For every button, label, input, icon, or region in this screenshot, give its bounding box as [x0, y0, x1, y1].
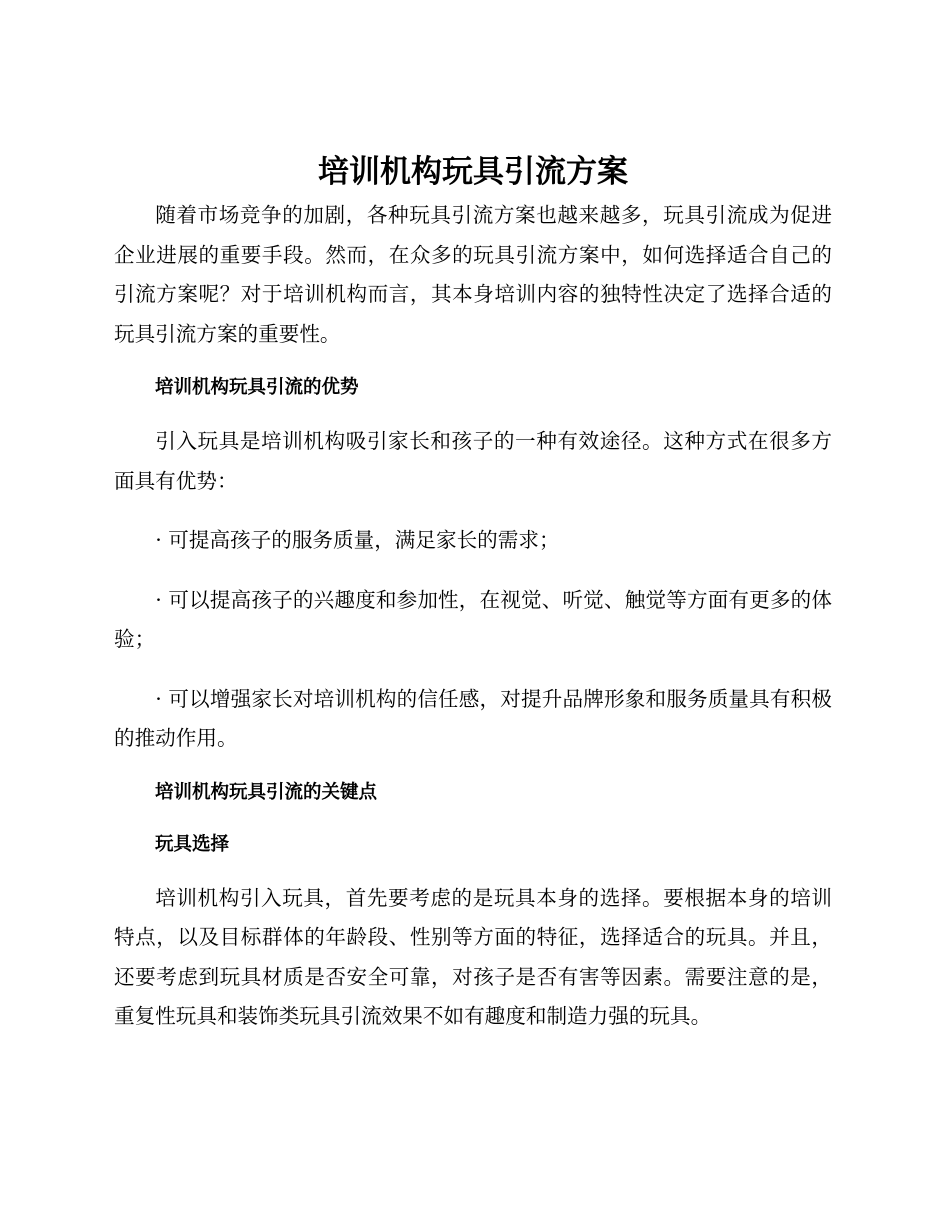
spacer	[114, 859, 832, 879]
intro-paragraph: 随着市场竞争的加剧，各种玩具引流方案也越来越多，玩具引流成为促进企业进展的重要手段。然而，在众多的玩具引流方案中，如何选择适合自己的引流方案呢？对于培训机构而言，其本身培训内容的独特性决定了选择合适的玩具引流方案的重要性。	[114, 203, 832, 346]
bullet-item: · 可以提高孩子的兴趣度和参加性，在视觉、听觉、触觉等方面有更多的体验；	[114, 587, 832, 651]
bullet-item: · 可提高孩子的服务质量，满足家长的需求；	[155, 528, 560, 552]
spacer	[114, 354, 832, 374]
spacer	[114, 759, 832, 779]
spacer	[114, 402, 832, 422]
document-page	[114, 148, 832, 1037]
document-title: 培训机构玩具引流方案	[318, 154, 628, 190]
subsection-heading-toy-selection: 玩具选择	[155, 833, 230, 855]
spacer	[114, 660, 832, 680]
spacer	[114, 561, 832, 581]
section-heading-advantages: 培训机构玩具引流的优势	[155, 377, 359, 398]
spacer	[114, 807, 832, 831]
bullet-item: · 可以增强家长对培训机构的信任感，对提升品牌形象和服务质量具有积极的推动作用。	[114, 686, 832, 750]
toy-selection-paragraph: 培训机构引入玩具，首先要考虑的是玩具本身的选择。要根据本身的培训特点，以及目标群体的年龄段、性别等方面的特征，选择适合的玩具。并且，还要考虑到玩具材质是否安全可靠，对孩子是否有害等因素。需要注意的是，重复性玩具和装饰类玩具引流效果不如有趣度和制造力强的玩具。	[114, 885, 832, 1028]
advantages-paragraph: 引入玩具是培训机构吸引家长和孩子的一种有效途径。这种方式在很多方面具有优势：	[114, 429, 832, 493]
section-heading-keypoints: 培训机构玩具引流的关键点	[155, 781, 378, 803]
spacer	[114, 501, 832, 521]
